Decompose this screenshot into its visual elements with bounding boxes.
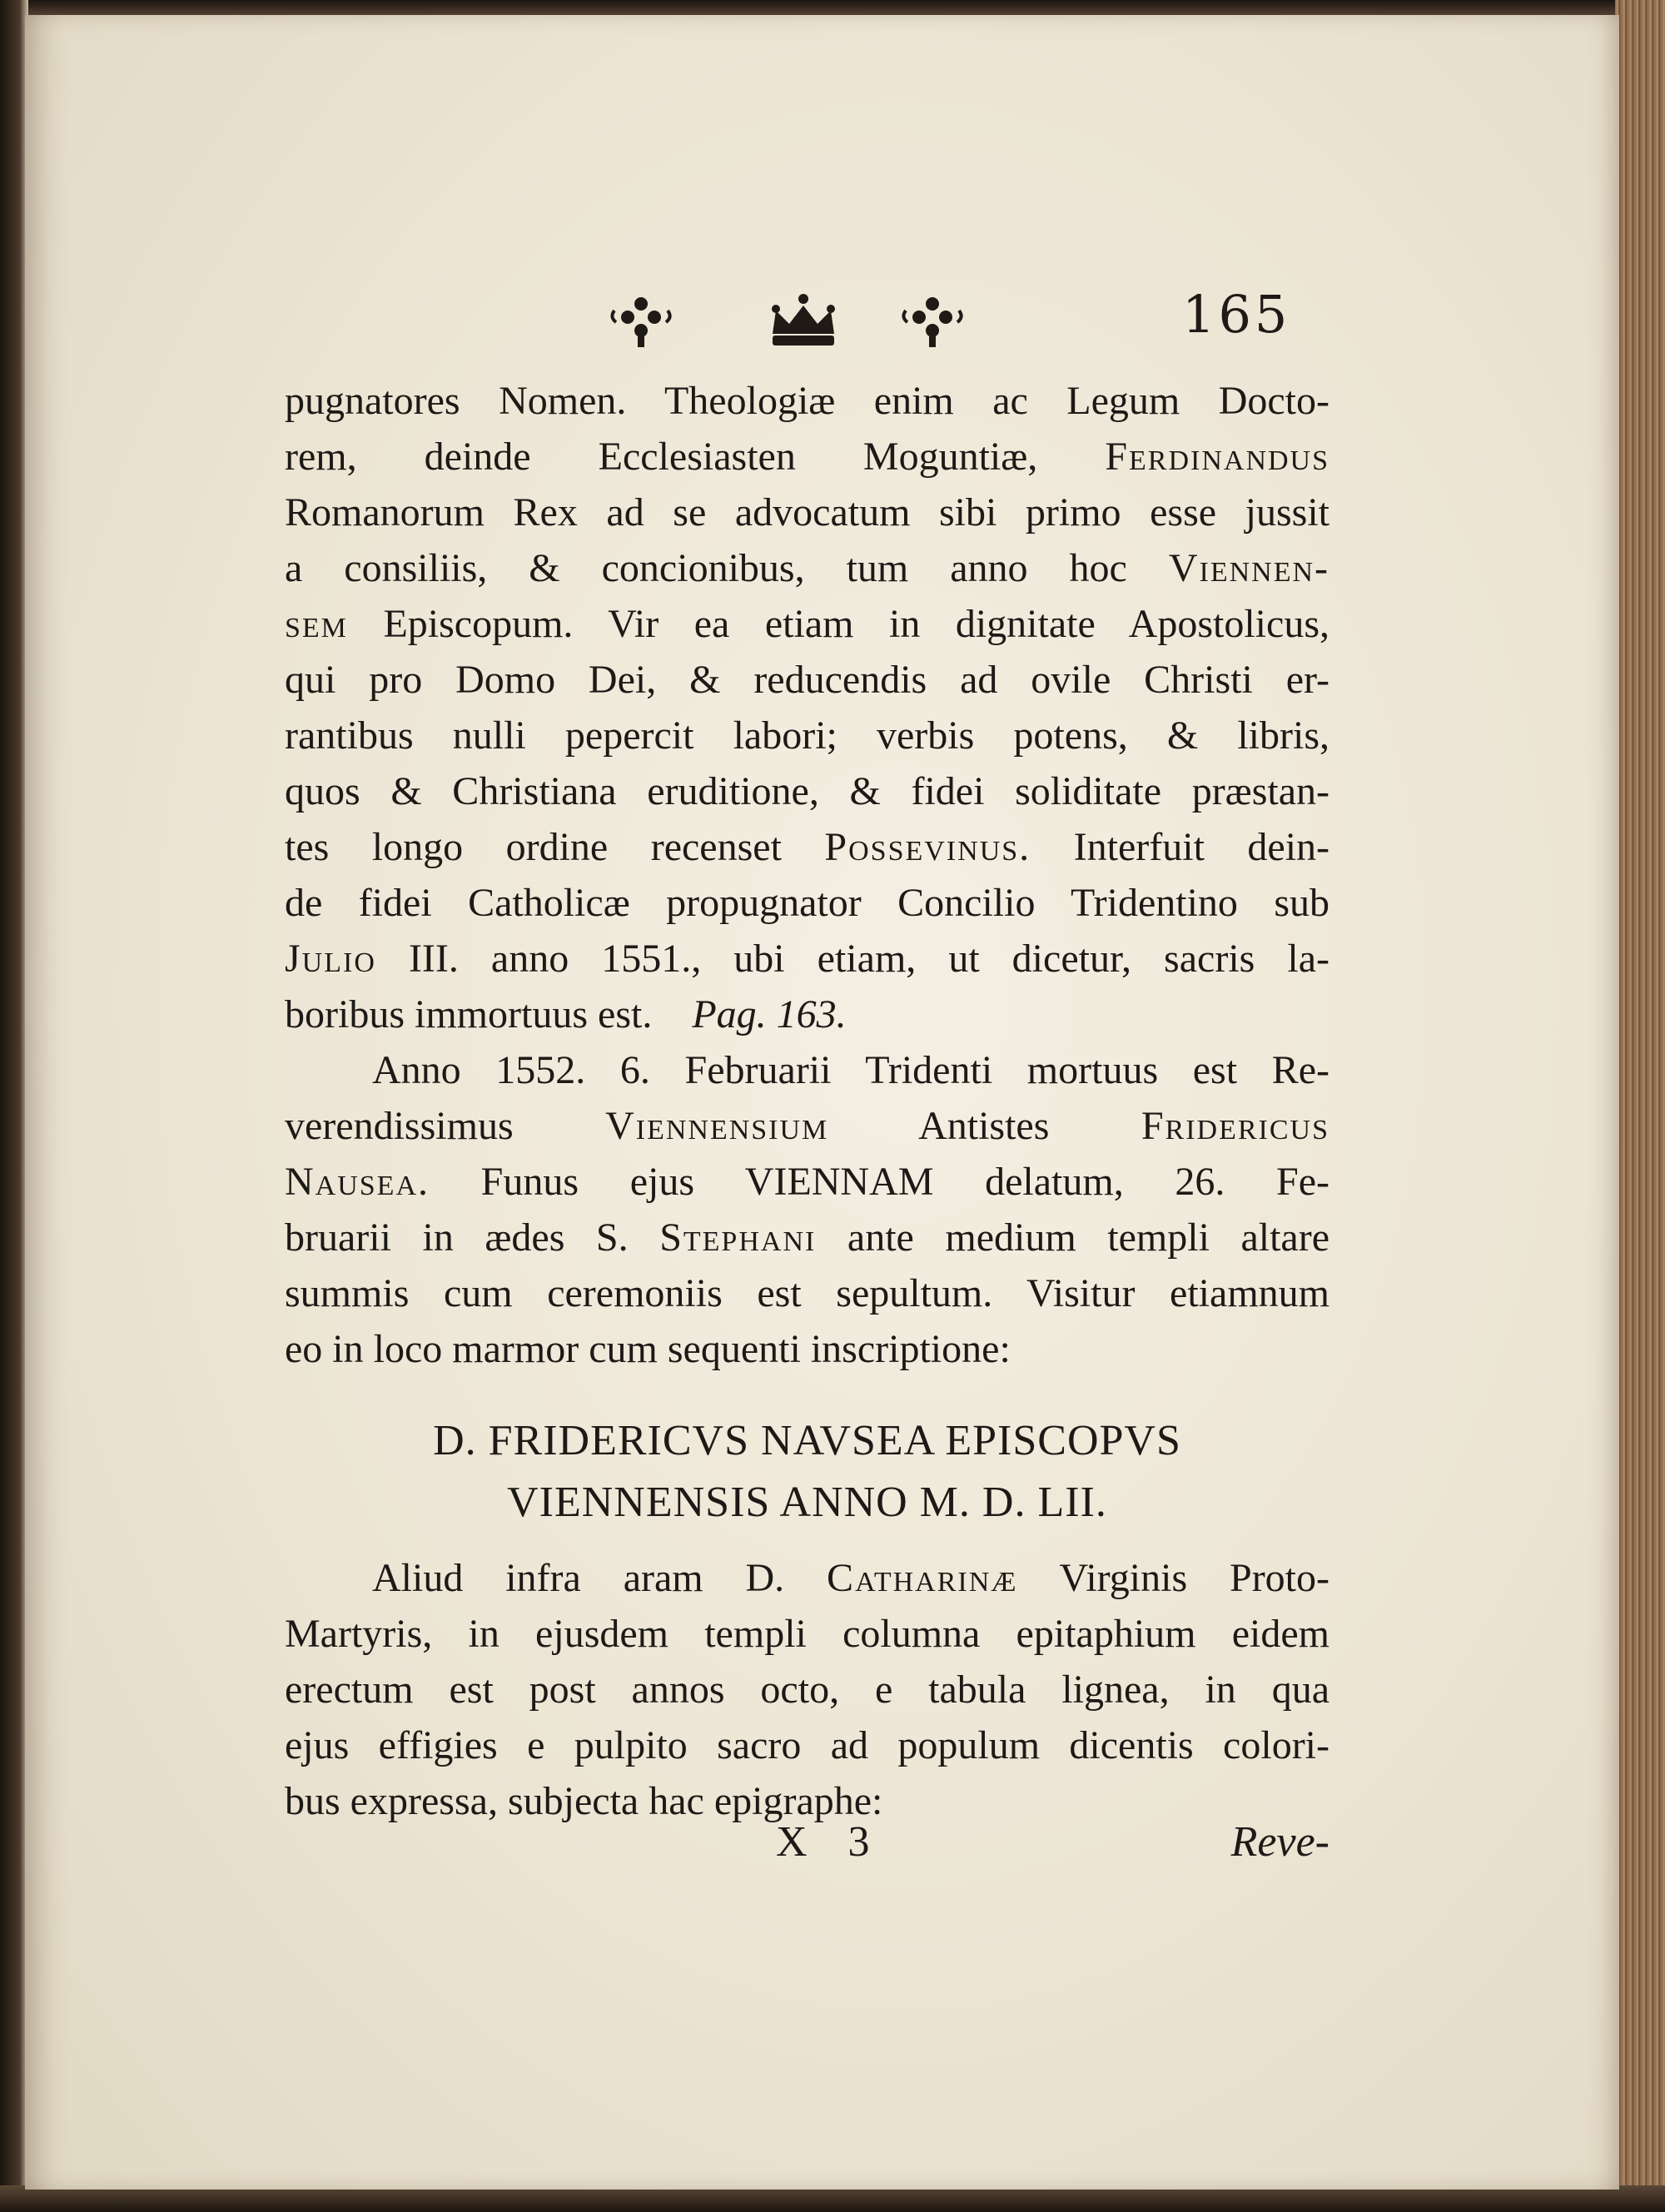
text-line: bruarii in ædes S. Stephani ante medium templi altare xyxy=(285,1215,1330,1260)
name-stephani: Stephani xyxy=(659,1215,817,1260)
text-line: rantibus nulli pepercit labori; verbis potens, & libris, xyxy=(285,713,1330,758)
page-footer xyxy=(285,1817,1330,1884)
name-possevinus: Possevinus. xyxy=(824,825,1031,869)
text-line: tes longo ordine recenset Possevinus. Interfuit dein- xyxy=(285,825,1330,869)
signature-mark: X 3 xyxy=(776,1818,885,1866)
inscription-line: D. FRIDERICVS NAVSEA EPISCOPVS xyxy=(433,1417,1181,1464)
name-viennensem: Viennen- xyxy=(1168,546,1330,590)
name-catharinae: Catharinæ xyxy=(827,1556,1018,1600)
body-text xyxy=(285,373,1330,1829)
text-line: Romanorum Rex ad se advocatum sibi primo esse jussit xyxy=(285,490,1330,534)
text-line: Nausea. Funus ejus VIENNAM delatum, 26. Fe- xyxy=(285,1160,1330,1204)
text-line: qui pro Domo Dei, & reducendis ad ovile Christi er- xyxy=(285,658,1330,702)
page-reference: Pag. 163. xyxy=(692,992,847,1036)
text-line: boribus immortuus est. Pag. 163. xyxy=(285,992,847,1036)
text-line: summis cum ceremoniis est sepultum. Visitur etiamnum xyxy=(285,1271,1330,1315)
fleur-icon xyxy=(899,292,966,350)
fleur-icon xyxy=(608,292,674,350)
name-fridericus: Fridericus xyxy=(1141,1104,1330,1148)
name-julio: Julio xyxy=(285,937,376,981)
text-line: Julio III. anno 1551., ubi etiam, ut dicetur, sacris la- xyxy=(285,937,1330,981)
text-line: bus expressa, subjecta hac epigraphe: xyxy=(285,1779,883,1823)
text-line: a consiliis, & concionibus, tum anno hoc Viennen- xyxy=(285,546,1330,590)
name-ferdinandus: Ferdinandus xyxy=(1105,435,1330,479)
catchword: Reve- xyxy=(1230,1818,1330,1866)
text-line: erectum est post annos octo, e tabula lignea, in qua xyxy=(285,1668,1330,1712)
book-fore-edge xyxy=(1615,0,1665,2212)
crown-icon xyxy=(766,292,841,350)
inscription-line: VIENNENSIS ANNO M. D. LII. xyxy=(507,1479,1107,1526)
text-line: Martyris, in ejusdem templi columna epitaphium eidem xyxy=(285,1612,1330,1656)
text-line: ejus effigies e pulpito sacro ad populum dicentis colori- xyxy=(285,1723,1330,1767)
text-line: quos & Christiana eruditione, & fidei soliditate præstan- xyxy=(285,769,1330,813)
name-viennensium: Viennensium xyxy=(605,1104,829,1148)
page-header xyxy=(608,277,1357,369)
text-line: eo in loco marmor cum sequenti inscriptione: xyxy=(285,1327,1011,1371)
text-line: de fidei Catholicæ propugnator Concilio Tridentino sub xyxy=(285,881,1330,925)
text-line: Anno 1552. 6. Februarii Tridenti mortuus est Re- xyxy=(372,1048,1330,1092)
text-line: pugnatores Nomen. Theologiæ enim ac Legum Docto- xyxy=(285,379,1330,423)
name-nausea: Nausea. xyxy=(285,1160,430,1204)
text-line: verendissimus Viennensium Antistes Fridericus xyxy=(285,1104,1330,1148)
book-page xyxy=(25,15,1619,2190)
page-number: 165 xyxy=(1182,284,1291,345)
text-line: Aliud infra aram D. Catharinæ Virginis Proto- xyxy=(372,1556,1330,1600)
text-line: sem Episcopum. Vir ea etiam in dignitate Apostolicus, xyxy=(285,602,1330,646)
book-gutter xyxy=(0,0,28,2212)
text-line: rem, deinde Ecclesiasten Moguntiæ, Ferdinandus xyxy=(285,435,1330,479)
